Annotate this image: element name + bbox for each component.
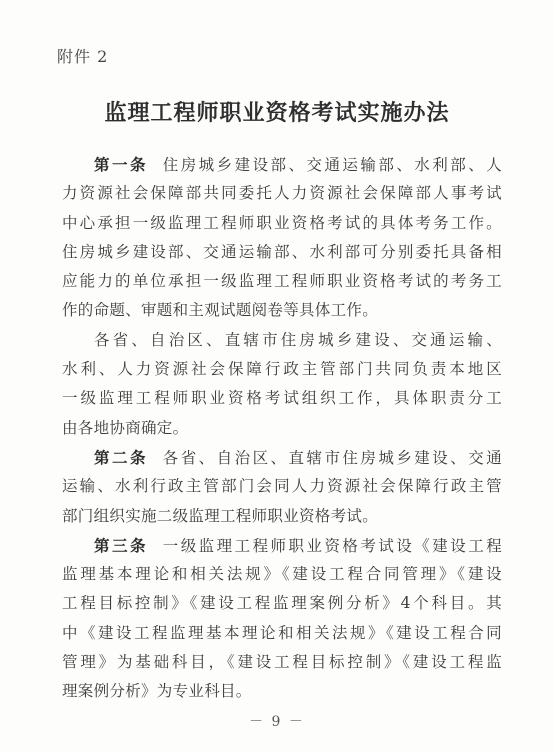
paragraph-line: 中心承担一级监理工程师职业资格考试的具体考务工作。 <box>62 213 502 232</box>
paragraph-line <box>62 531 502 560</box>
line-text: 各省、自治区、直辖市住房城乡建设、交通 <box>162 448 502 467</box>
line-text: 一级监理工程师职业资格考试设《建设工程 <box>162 536 502 555</box>
paragraph-line: 部门组织实施二级监理工程师职业资格考试。 <box>62 506 379 525</box>
document-title: 监理工程师职业资格考试实施办法 <box>104 100 450 126</box>
paragraph-line: 作的命题、审题和主观试题阅卷等具体工作。 <box>62 301 379 320</box>
paragraph-line: 住房城乡建设部、交通运输部、水利部可分别委托具备相 <box>62 242 502 261</box>
paragraph-line: 运输、水利行政主管部门会同人力资源社会保障行政主管 <box>62 477 502 496</box>
paragraph-line <box>62 150 502 179</box>
paragraph-line: 管理》为基础科目，《建设工程目标控制》《建设工程监 <box>62 653 502 672</box>
article-label: 第二条 <box>94 447 148 467</box>
document-body <box>62 150 502 707</box>
paragraph-line: 应能力的单位承担一级监理工程师职业资格考试的考务工 <box>62 272 502 291</box>
line-text: 住房城乡建设部、交通运输部、水利部、人 <box>162 156 502 174</box>
paragraph-line: 监理基本理论和相关法规》《建设工程合同管理》《建设 <box>62 565 502 584</box>
paragraph-line: 力资源社会保障部共同委托人力资源社会保障部人事考试 <box>62 184 502 203</box>
paragraph-line: 中《建设工程监理基本理论和相关法规》《建设工程合同 <box>62 623 502 642</box>
article-label: 第三条 <box>94 535 148 555</box>
paragraph-line: 一级监理工程师职业资格考试组织工作，具体职责分工 <box>62 389 502 408</box>
article-label: 第一条 <box>94 155 148 174</box>
attachment-label: 附件 2 <box>57 47 109 66</box>
paragraph-line: 理案例分析》为专业科目。 <box>62 682 252 701</box>
paragraph-line: 工程目标控制》《建设工程监理案例分析》4个科目。其 <box>62 594 502 613</box>
paragraph-line: 水利、人力资源社会保障行政主管部门共同负责本地区 <box>62 360 502 379</box>
paragraph-line: 由各地协商确定。 <box>62 418 189 437</box>
paragraph-line <box>62 443 502 472</box>
page-number: － 9 － <box>249 714 305 730</box>
paragraph-line: 各省、自治区、直辖市住房城乡建设、交通运输、 <box>94 330 502 349</box>
